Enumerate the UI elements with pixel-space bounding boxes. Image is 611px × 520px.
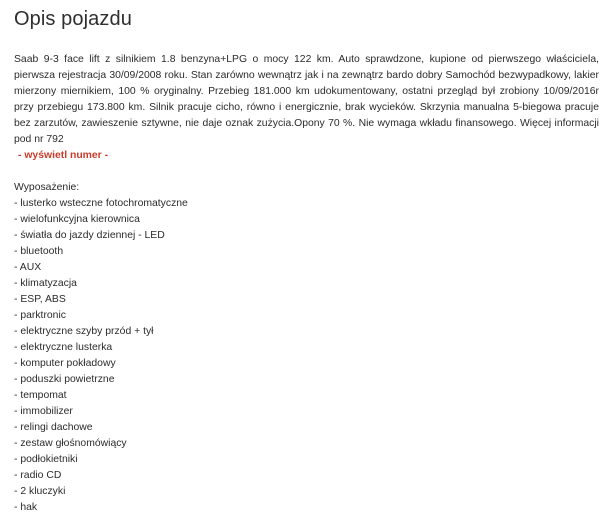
equipment-item: - elektryczne lusterka bbox=[14, 342, 113, 353]
equipment-header: Wyposażenie: bbox=[14, 182, 80, 193]
equipment-item: - 2 kluczyki bbox=[14, 486, 66, 497]
equipment-item: - komputer pokładowy bbox=[14, 358, 116, 369]
equipment-item: - immobilizer bbox=[14, 406, 73, 417]
equipment-item: - tempomat bbox=[14, 390, 67, 401]
equipment-item: - ESP, ABS bbox=[14, 294, 66, 305]
equipment-item: - bluetooth bbox=[14, 246, 64, 257]
equipment-list bbox=[14, 196, 597, 516]
equipment-item: - radio CD bbox=[14, 470, 62, 481]
equipment-item: - klimatyzacja bbox=[14, 278, 77, 289]
equipment-item: - AUX bbox=[14, 262, 42, 273]
description-text bbox=[14, 52, 599, 164]
equipment-item: - poduszki powietrzne bbox=[14, 374, 115, 385]
description-body: Saab 9-3 face lift z silnikiem 1.8 benzyna+LPG o mocy 122 km. Auto sprawdzone, kupione od pierwszego właściciela, pierwsza rejestracja 30/09/2008 roku. Stan zarówno wewnątrz jak i na zewnątrz bardo dobry Samochód bezwypadkowy, lakier mierzony miernikiem, 100 % oryginalny. Przebieg 181.000 km udokumentowany, ostatni przegląd był zrobiony 10/09/2016r przy przebiegu 173.800 km. Silnik pracuje cicho, równo i energicznie, brak wycieków. Skrzynia manualna 5-biegowa pracuje bez zarzutów, zawieszenie sztywne, nie daje oznak zużycia.Opony 70 %. Nie wymaga wkładu finansowego. Więcej informacji pod nr 792 bbox=[14, 54, 599, 145]
equipment-item: - relingi dachowe bbox=[14, 422, 93, 433]
equipment-item: - zestaw głośnomówiący bbox=[14, 438, 127, 449]
equipment-item: - parktronic bbox=[14, 310, 66, 321]
equipment-item: - lusterko wsteczne fotochromatyczne bbox=[14, 198, 188, 209]
equipment-item: - hak bbox=[14, 502, 38, 513]
equipment-item: - światła do jazdy dziennej - LED bbox=[14, 230, 165, 241]
equipment-item: - podłokietniki bbox=[14, 454, 78, 465]
equipment-item: - elektryczne szyby przód + tył bbox=[14, 326, 154, 337]
section-title: Opis pojazdu bbox=[14, 8, 132, 30]
equipment-item: - wielofunkcyjna kierownica bbox=[14, 214, 140, 225]
show-phone-number-link[interactable]: - wyświetl numer - bbox=[18, 150, 109, 161]
